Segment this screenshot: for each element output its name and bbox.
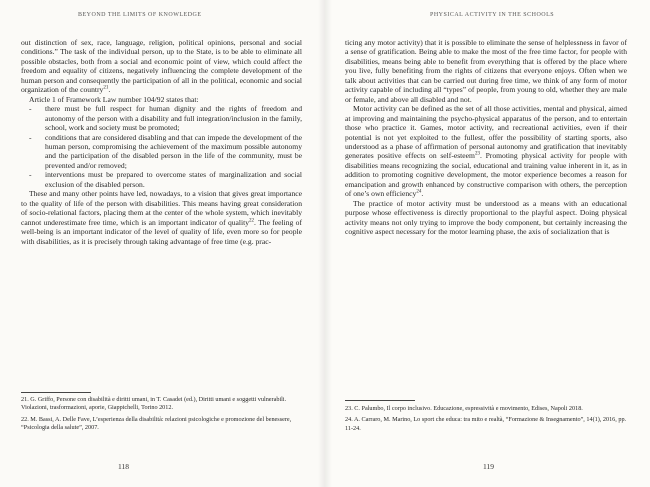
- paragraph: Article 1 of Framework Law number 104/92 states that:: [29, 94, 199, 104]
- right-page: [325, 0, 650, 487]
- footnote: 22. M. Bassi, A. Delle Fave, L’esperienza della disabilità: relazioni psicologiche e promozione del benessere, “Psicologia della salute”, 2007.: [21, 415, 292, 432]
- list-item: - there must be full respect for human dignity and the rights of freedom and autonomy of the person with a disability and full integration/inclusion in the family, school, work and society must be promoted;: [21, 104, 302, 132]
- list-item: - interventions must be prepared to overcome states of marginalization and social exclusion of the disabled person.: [21, 170, 302, 189]
- footnotes-right: [345, 405, 627, 436]
- book-gutter: [318, 0, 332, 487]
- paragraph: The practice of motor activity must be understood as a means with an educational purpose whose effectiveness is directly proportional to the playful aspect. Doing physical activity means not only trying to improve the body component, but certainly increasing the cognitive aspect necessary for the motor learning phase, the axis of socialization that is: [345, 198, 627, 237]
- bullet-dash: -: [29, 132, 32, 142]
- footnote-ref[interactable]: 24: [416, 189, 422, 195]
- page-number-right: 119: [483, 462, 494, 471]
- footnote: 24. A. Carraro, M. Marino, Lo sport che educa: tra mito e realtà, “Formazione & Insegnamento”, 14(1), 2016, pp. 11-24.: [345, 416, 627, 432]
- footnote-ref[interactable]: 23: [474, 151, 480, 157]
- footnote: 21. G. Griffo, Persone con disabilità e diritti umani, in T. Casadei (ed.), Diritti umani e soggetti vulnerabili. Violazioni, trasformazioni, aporie, Giappichelli, Torino 2012.: [21, 396, 287, 412]
- paragraph: These and many other points have led, nowadays, to a vision that gives great importance to the quality of life of the person with disabilities. This means having great consideration of socio-relational factors, placing them at the center of the whole system, which inevitably cannot underestimate free time, which is an important indicator of quality$^{22}$. The feeling of well-being is an important indicator of the level of quality of life, even more so for people with disabilities, as it is precisely through taking advantage of free time (e.g. prac-: [21, 189, 303, 246]
- running-header-right: PHYSICAL ACTIVITY IN THE SCHOOLS: [430, 12, 555, 18]
- paragraph: ticing any motor activity) that it is possible to eliminate the sense of helplessness in favor of a sense of gratification. Being able to make the most of the free time factor, for people with disabilities, means being able to benefit from everything that is offered by the place where you live, fully benefiting from the rights of citizens that everyone enjoys. Often when we talk about activities that can be carried out during free time, we think of any form of motor activity capable of including all “types” of people, from young to old, whether they are male or female, and above all disabled and not.: [345, 38, 627, 104]
- footnote-ref[interactable]: 21: [103, 85, 109, 91]
- bullet-dash: -: [29, 170, 32, 180]
- footnote-divider: [21, 392, 91, 393]
- running-header-left: BEYOND THE LIMITS OF KNOWLEDGE: [78, 12, 202, 18]
- footnotes-left: [21, 396, 302, 436]
- left-body-text: [21, 38, 302, 246]
- paragraph: out distinction of sex, race, language, religion, political opinions, personal and social conditions.” The task of the individual person, up to the State, is to be able to eliminate all possible obstacles, both from a social and economic point of view, which could affect the freedom and equality of citizens, negatively influencing the complete development of the human person and consequently the participation of all in the political, economic and social organization of the country$^{21}$.: [21, 38, 302, 95]
- footnote-ref[interactable]: 22: [249, 218, 255, 224]
- footnote: 23. C. Palumbo, Il corpo inclusivo. Educazione, espressività e movimento, Edises, Napoli 2018.: [345, 405, 583, 412]
- footnote-divider: [345, 400, 415, 401]
- bullet-dash: -: [29, 104, 32, 114]
- paragraph: Motor activity can be defined as the set of all those activities, mental and physical, aimed at improving and maintaining the psycho-physical apparatus of the person, and to entertain those who practice it. Games, motor activity, and recreational activities, even if their potential is not yet exploited to the fullest, offer the possibility of starting sports, also understood as a phase of affirmation of personal autonomy and gratification that inevitably generates positive effects on self-esteem$^{23}$. Promoting physical activity for people with disabilities means recognizing the social, educational and training value inherent in it, as in addition to promoting cognitive development, the motor experience becomes a reason for emancipation and growth enhanced by constructive comparison with others, the perception of one’s own efficiency$^{24}$.: [345, 104, 628, 199]
- list-item: - conditions that are considered disabling and that can impede the development of the human person, compromising the achievement of the maximum possible autonomy and the participation of the disabled person in the life of the community, must be prevented and/or removed;: [21, 133, 302, 171]
- page-number-left: 118: [118, 462, 129, 471]
- right-body-text: [345, 38, 627, 237]
